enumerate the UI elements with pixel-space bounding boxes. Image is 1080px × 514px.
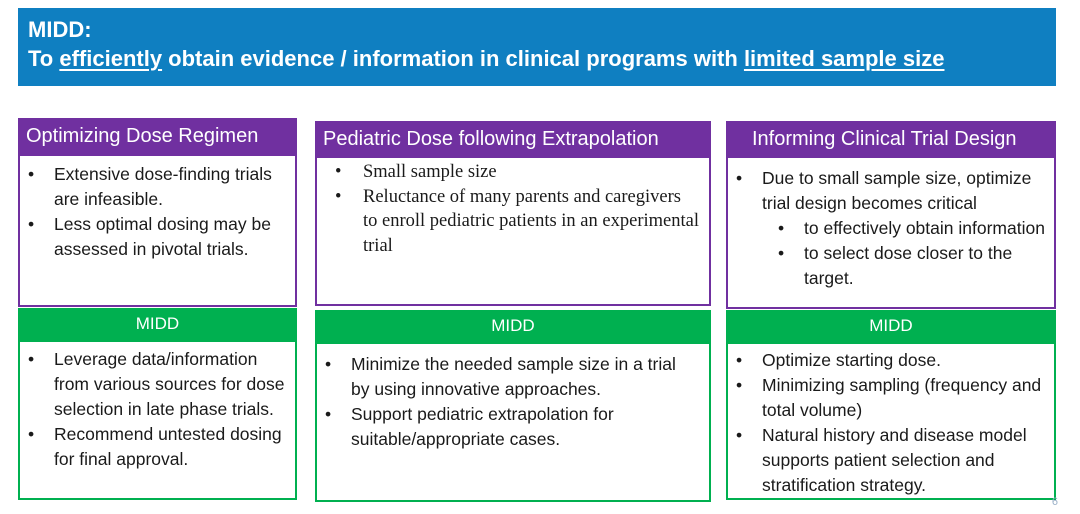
sub-challenge-item: • to effectively obtain information [728,216,1050,241]
solution-item: • Recommend untested dosing for final approval. [20,422,295,472]
column-2-midd-label: MIDD [315,310,711,342]
column-3-challenges [726,156,1056,309]
solution-item: • Minimizing sampling (frequency and total volume) [728,373,1048,423]
banner-title: MIDD: [28,17,92,42]
column-1-header: Optimizing Dose Regimen [18,118,297,154]
column-3-midd-label: MIDD [726,310,1056,342]
challenge-item: • Less optimal dosing may be assessed in pivotal trials. [20,212,295,262]
solution-item: • Minimize the needed sample size in a trial by using innovative approaches. [317,352,695,402]
page-number: 6 [1051,496,1058,508]
banner-subtitle [28,44,1056,74]
solution-item: • Support pediatric extrapolation for suitable/appropriate cases. [317,402,695,452]
solution-item: • Natural history and disease model supports patient selection and stratification strategy. [728,423,1048,498]
challenge-item: • Small sample size [317,160,699,185]
title-banner [18,8,1056,86]
banner-underline-limited: limited sample size [743,46,945,71]
sub-challenge-item: • to select dose closer to the target. [728,241,1050,291]
column-3-header: Informing Clinical Trial Design [726,121,1056,157]
challenge-item: • Reluctance of many parents and caregivers to enroll pediatric patients in an experimental trial [317,185,699,259]
column-1-challenges [18,154,297,307]
column-3-solutions [726,342,1056,500]
banner-underline-efficiently: efficiently [59,46,163,71]
banner-text-1: To [28,46,60,71]
column-2-header: Pediatric Dose following Extrapolation [315,121,711,157]
solution-item: • Optimize starting dose. [728,348,1048,373]
column-1-solutions [18,340,297,500]
column-2-solutions [315,342,711,502]
challenge-item: • Extensive dose-finding trials are infeasible. [20,162,295,212]
solution-item: • Leverage data/information from various sources for dose selection in late phase trials. [20,347,295,422]
banner-text-2: obtain evidence / information in clinical programs with [162,46,744,71]
column-1-midd-label: MIDD [18,308,297,340]
column-2-challenges [315,156,711,306]
challenge-item: • Due to small sample size, optimize trial design becomes critical [728,166,1050,216]
